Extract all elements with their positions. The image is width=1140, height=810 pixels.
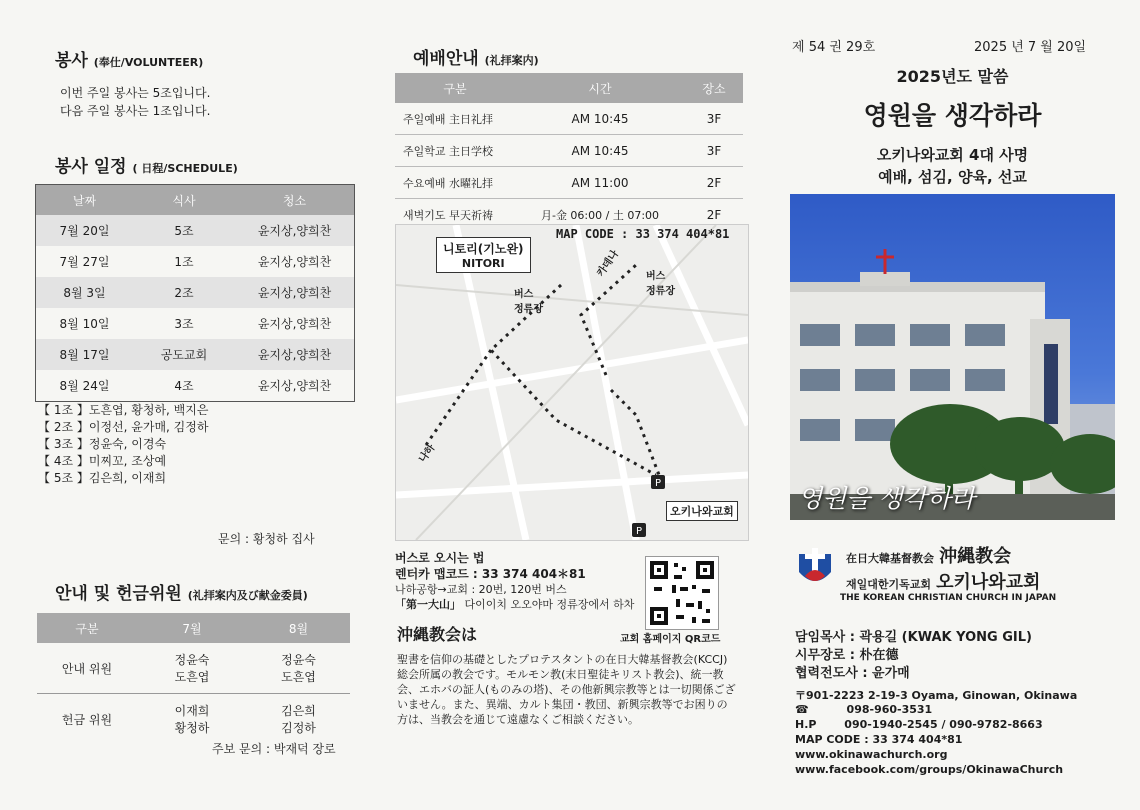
cross-flame-logo (795, 546, 835, 590)
worship-place: 3F (685, 135, 743, 167)
volunteer-subtitle: (奉仕/VOLUNTEER) (93, 56, 204, 69)
worship-type: 새벽기도 早天祈祷 (395, 199, 515, 231)
worship-heading (413, 44, 539, 69)
road-label-kadena: 카데나 (595, 248, 621, 279)
volunteer-this-week: 이번 주일 봉사는 5조입니다. (60, 86, 211, 100)
church-logo-icon (795, 546, 835, 590)
committee-label: 안내 위원 (61, 661, 113, 676)
committee-name: 정윤숙 (281, 653, 316, 667)
worship-col-type: 구분 (395, 73, 515, 103)
table-row (36, 277, 355, 308)
schedule-header-row (36, 185, 355, 216)
committee-label: 헌금 위원 (61, 712, 113, 727)
schedule-table (35, 184, 355, 402)
address: 〒901-2223 2-19-3 Oyama, Ginowan, Okinawa (795, 689, 1078, 702)
committee-col-july: 7월 (137, 613, 247, 643)
committee-july (137, 694, 247, 745)
committee-name: 황청하 (174, 721, 210, 735)
worship-col-time: 시간 (515, 73, 685, 103)
mobile-line (795, 718, 1043, 731)
table-row (37, 694, 350, 745)
schedule-col-date: 날짜 (36, 185, 134, 216)
table-row (36, 215, 355, 246)
bus-stop-label: 버스 정류장 (514, 289, 543, 315)
bus-title: 버스로 오시는 법 (395, 551, 485, 565)
hp-label: H.P (795, 718, 817, 731)
bulletin-date: 2025 년 7 월 20일 (974, 40, 1087, 55)
church-marker-label: 오키나와교회 (666, 501, 738, 521)
committee-name: 이재희 (174, 704, 210, 718)
svg-text:P: P (655, 478, 662, 489)
worship-place: 3F (685, 103, 743, 135)
committee-heading (55, 579, 308, 604)
table-row (395, 103, 743, 135)
church-name-ko-small: 재일대한기독교회 (846, 578, 932, 591)
worship-type: 주일학교 主日学校 (395, 135, 515, 167)
schedule-date: 8월 17일 (36, 339, 134, 370)
qr-label: 교회 홈페이지 QR코드 (620, 634, 721, 645)
list-item: 【 3조 】정윤숙, 이경숙 (38, 437, 167, 451)
committee-subtitle: (礼拝案内及び献金委員) (187, 589, 308, 602)
telephone-line (795, 703, 932, 716)
mission-line-1: 오키나와교회 4대 사명 (876, 146, 1029, 164)
pastor: 담임목사 : 곽용길 (KWAK YONG GIL) (795, 630, 1032, 645)
church-name-jp-big: 沖縄教会 (939, 546, 1012, 567)
schedule-clean: 윤지상,양희찬 (257, 317, 332, 331)
worship-type: 주일예배 主日礼拝 (395, 103, 515, 135)
table-row (36, 246, 355, 277)
committee-august (247, 643, 350, 694)
committee-july (137, 643, 247, 694)
committee-col-august: 8월 (247, 613, 350, 643)
worship-place: 2F (685, 199, 743, 231)
schedule-date: 8월 10일 (59, 317, 110, 331)
table-row (395, 167, 743, 199)
bulletin-contact: 주보 문의 : 박재덕 장로 (212, 742, 336, 756)
schedule-col-clean: 청소 (235, 185, 355, 216)
about-body: 聖書を信仰の基礎としたプロテスタントの在日大韓基督教会(KCCJ)総会所属の教会です。モルモン教(末日聖徒キリスト教会)、統一教会、エホバの証人(ものみの塔)、その他新興宗教等とは一切関係ございません。また、異端、カルト集団・教団、新興宗教等でお困りの方は、当教会を通じて遠慮なくご相談ください。 (397, 653, 736, 726)
bus-mapcode: 33 374 404＊81 (481, 567, 586, 581)
church-name-ko-big: 오키나와교회 (936, 572, 1041, 593)
list-item: 【 2조 】이정선, 윤가매, 김정하 (38, 420, 209, 434)
committee-header-row (37, 613, 350, 643)
photo-caption: 영원을 생각하라 (798, 484, 975, 513)
map-code-label: MAP CODE : 33 374 404*81 (556, 227, 730, 241)
road-label-naha: 나하 (417, 442, 438, 465)
theme-title: 영원을 생각하라 (863, 101, 1042, 130)
middle-column (380, 0, 760, 810)
committee-name: 김정하 (281, 721, 316, 735)
year-word: 2025년도 말씀 (896, 67, 1009, 86)
worship-subtitle: (礼拝案内) (484, 54, 539, 67)
bus-stop-line (395, 596, 634, 612)
table-row (36, 339, 355, 370)
group-list (38, 402, 208, 487)
mobile-numbers: 090-1940-2545 / 090-9782-8663 (844, 718, 1043, 731)
volume-number: 제 54 권 29호 (792, 40, 876, 55)
committee-title: 안내 및 헌금위원 (55, 584, 182, 604)
nitori-en: NITORI (461, 257, 505, 270)
church-name-en: THE KOREAN CHRISTIAN CHURCH IN JAPAN (840, 593, 1057, 603)
bus-mapcode-label: 렌터카 맵코드 : (395, 567, 482, 581)
schedule-date: 7월 20일 (36, 215, 134, 246)
committee-table (37, 613, 350, 744)
schedule-meal: 5조 (133, 215, 235, 246)
schedule-inquiry: 문의 : 황청하 집사 (218, 532, 315, 546)
worship-title: 예배안내 (413, 49, 479, 69)
committee-name: 정윤숙 (174, 653, 210, 667)
schedule-clean: 윤지상,양희찬 (235, 215, 355, 246)
schedule-meal: 1조 (174, 255, 194, 269)
schedule-meal: 2조 (133, 277, 235, 308)
schedule-clean: 윤지상,양희찬 (235, 277, 355, 308)
bus-stop-label-2: 버스 정류장 (646, 271, 675, 297)
table-row (36, 308, 355, 339)
evangelist: 협력전도사 : 윤가매 (795, 666, 910, 681)
worship-time: AM 10:45 (515, 103, 685, 135)
church-name-jp-small: 在日大韓基督教会 (846, 552, 934, 565)
committee-name: 도흔엽 (174, 670, 210, 684)
bus-route-line: 나하공항→교회 : 20번, 120번 버스 (395, 583, 567, 596)
bus-stop-detail: 다이이치 오오야마 정류장에서 하차 (461, 598, 635, 611)
left-column (0, 0, 370, 810)
table-row (37, 643, 350, 694)
nitori-ko: 니토리(기노완) (443, 242, 524, 256)
committee-august (247, 694, 350, 745)
table-row (395, 135, 743, 167)
bus-mapcode-line (395, 565, 586, 582)
map (395, 224, 749, 541)
telephone: 098-960-3531 (846, 703, 933, 716)
bus-stop-name: 「第一大山」 (395, 598, 461, 611)
committee-name: 도흔엽 (281, 670, 316, 684)
schedule-meal: 3조 (174, 317, 194, 331)
worship-header-row (395, 73, 743, 103)
church-name-ko (846, 568, 1040, 594)
committee-name: 김은희 (281, 704, 316, 718)
worship-col-place: 장소 (685, 73, 743, 103)
schedule-clean: 윤지상,양희찬 (235, 339, 355, 370)
worship-time: AM 10:45 (515, 135, 685, 167)
svg-text:P: P (636, 526, 643, 537)
worship-time: 月-金 06:00 / 土 07:00 (515, 199, 685, 231)
volunteer-next-week: 다음 주일 봉사는 1조입니다. (60, 104, 211, 118)
schedule-clean: 윤지상,양희찬 (257, 255, 332, 269)
church-map-code: MAP CODE : 33 374 404*81 (795, 733, 963, 746)
elder: 시무장로 : 朴在德 (795, 648, 899, 663)
schedule-date: 8월 3일 (36, 277, 134, 308)
qr-code-icon (645, 556, 719, 630)
schedule-meal: 공도교회 (133, 339, 235, 370)
worship-time: AM 11:00 (515, 167, 685, 199)
schedule-col-meal: 식사 (133, 185, 235, 216)
phone-icon: ☎ (795, 703, 809, 716)
schedule-clean: 윤지상,양희찬 (257, 379, 332, 393)
about-title: 沖縄教会は (397, 625, 478, 644)
list-item: 【 5조 】김은희, 이재희 (38, 471, 167, 485)
schedule-date: 7월 27일 (59, 255, 110, 269)
volunteer-heading (55, 46, 203, 71)
table-row (36, 370, 355, 402)
worship-type: 수요예배 水曜礼拝 (395, 167, 515, 199)
facebook-link[interactable]: www.facebook.com/groups/OkinawaChurch (795, 763, 1064, 776)
qr-code-pattern (646, 557, 718, 629)
nitori-label (436, 237, 531, 273)
church-name-jp (846, 542, 1011, 568)
schedule-heading (55, 152, 238, 177)
church-building-illustration (790, 194, 1115, 520)
schedule-subtitle: ( 日程/SCHEDULE) (132, 162, 238, 175)
worship-place: 2F (685, 167, 743, 199)
list-item: 【 1조 】도흔엽, 황청하, 백지은 (38, 403, 209, 417)
schedule-date: 8월 24일 (59, 379, 110, 393)
worship-table (395, 73, 743, 231)
list-item: 【 4조 】미찌꼬, 조상예 (38, 454, 167, 468)
right-column (780, 0, 1140, 810)
website-link[interactable]: www.okinawachurch.org (795, 748, 948, 761)
schedule-title: 봉사 일정 (55, 157, 127, 177)
volunteer-title: 봉사 (55, 51, 88, 71)
church-photo (790, 194, 1115, 520)
committee-col-type: 구분 (37, 613, 137, 643)
mission-line-2: 예배, 섬김, 양육, 선교 (878, 168, 1027, 186)
schedule-meal: 4조 (174, 379, 194, 393)
